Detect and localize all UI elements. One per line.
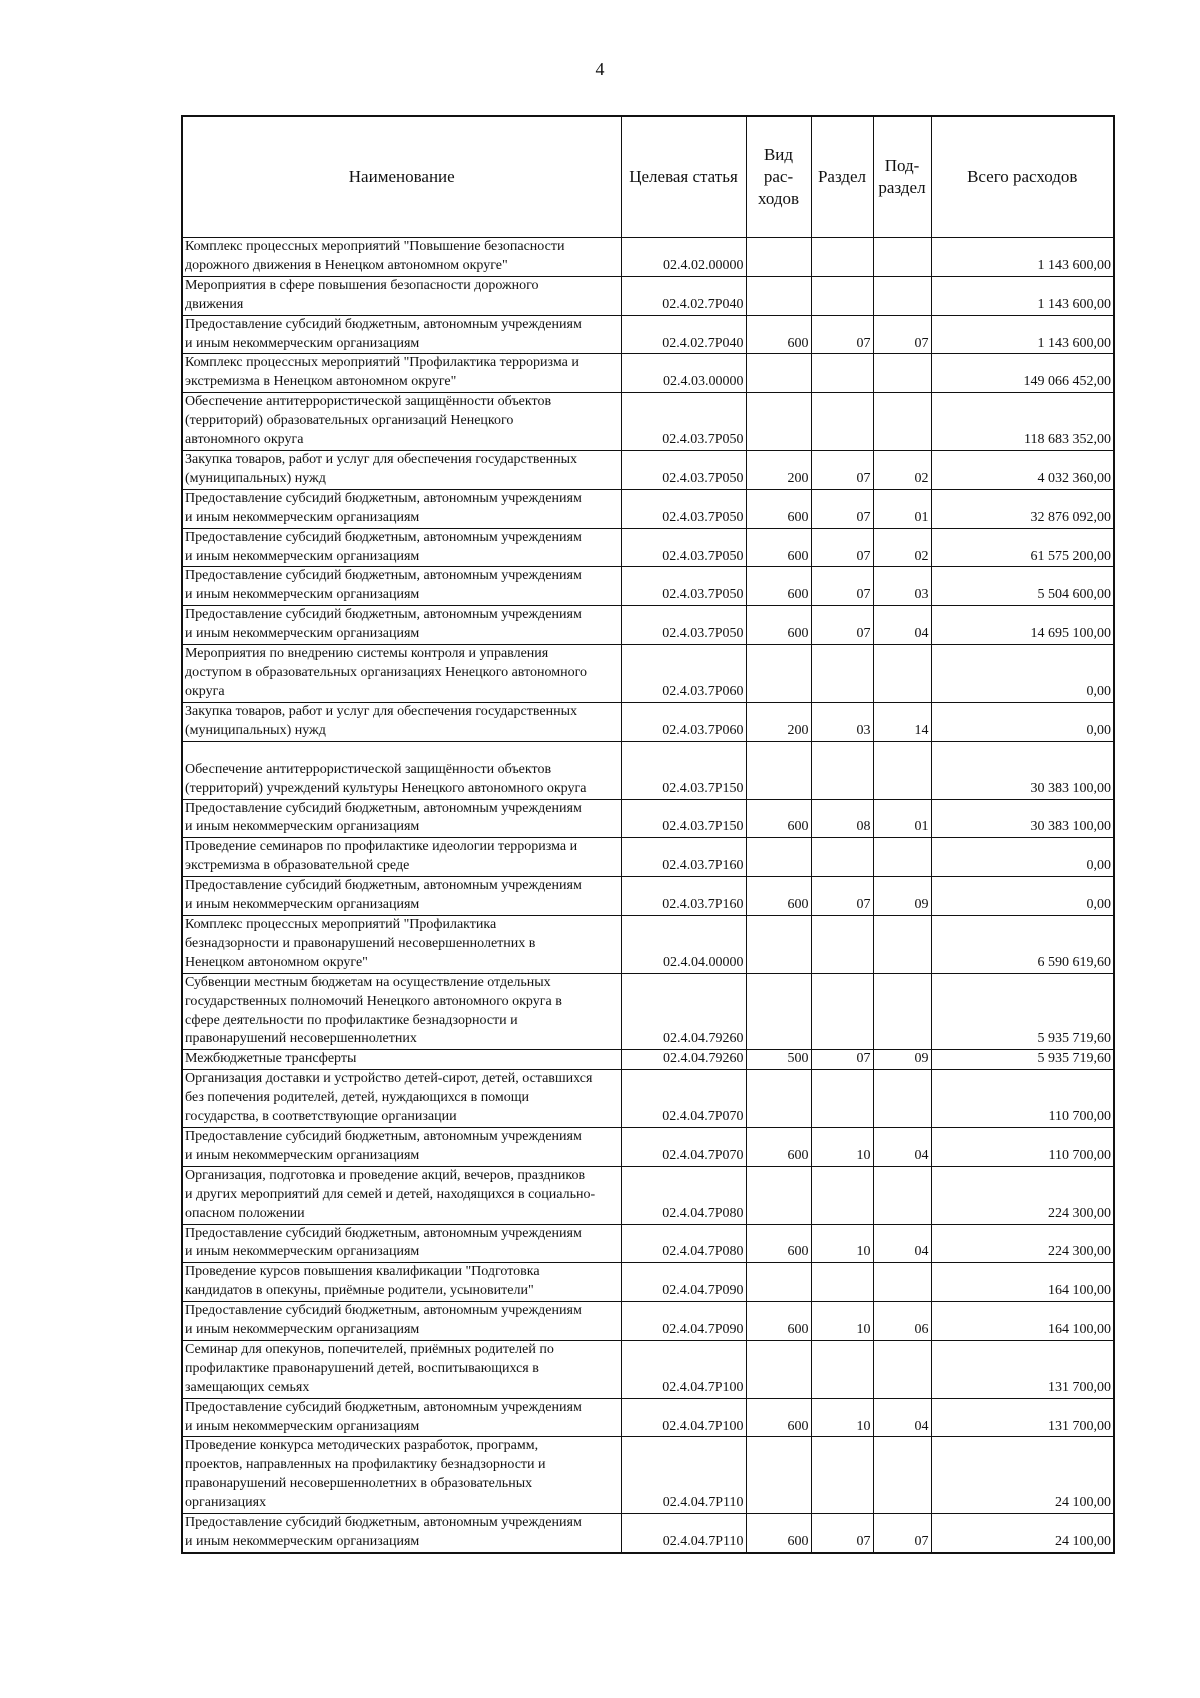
row-subsection-cell: 01 [873,799,931,838]
row-name-cell: Предоставление субсидий бюджетным, автономным учреждениям и иным некоммерческим организациям [182,528,621,567]
row-expense-type-cell: 600 [746,567,811,606]
row-subsection-cell: 04 [873,1224,931,1263]
table-row [182,1302,1114,1341]
row-section-cell [811,1437,873,1514]
row-section-cell [811,393,873,451]
row-name-cell: Предоставление субсидий бюджетным, автономным учреждениям и иным некоммерческим организациям [182,1302,621,1341]
row-target-code-cell: 02.4.03.7Р050 [621,489,746,528]
row-subsection-cell: 06 [873,1302,931,1341]
table-row [182,877,1114,916]
header-section: Раздел [811,116,873,238]
row-name-cell: Межбюджетные трансферты [182,1050,621,1070]
row-target-code-cell: 02.4.04.79260 [621,1050,746,1070]
table-row [182,1398,1114,1437]
table-row [182,1127,1114,1166]
row-name-cell: Предоставление субсидий бюджетным, автономным учреждениям и иным некоммерческим организациям [182,315,621,354]
row-section-cell: 10 [811,1224,873,1263]
table-row [182,528,1114,567]
row-total-cell: 224 300,00 [931,1224,1114,1263]
row-section-cell [811,354,873,393]
row-section-cell: 07 [811,1050,873,1070]
row-expense-type-cell: 200 [746,702,811,741]
row-expense-type-cell: 600 [746,1302,811,1341]
row-target-code-cell: 02.4.02.7Р040 [621,315,746,354]
header-subsection: Под- раздел [873,116,931,238]
row-subsection-cell [873,354,931,393]
row-total-cell: 61 575 200,00 [931,528,1114,567]
row-expense-type-cell: 500 [746,1050,811,1070]
row-section-cell: 07 [811,1514,873,1553]
row-total-cell: 0,00 [931,645,1114,703]
row-subsection-cell [873,741,931,799]
header-name: Наименование [182,116,621,238]
row-name-cell: Закупка товаров, работ и услуг для обеспечения государственных (муниципальных) нужд [182,702,621,741]
table-body [182,238,1114,1553]
table-row [182,1166,1114,1224]
row-subsection-cell [873,1437,931,1514]
row-total-cell: 118 683 352,00 [931,393,1114,451]
row-target-code-cell: 02.4.04.7Р070 [621,1127,746,1166]
row-expense-type-cell [746,276,811,315]
row-name-cell: Предоставление субсидий бюджетным, автономным учреждениям и иным некоммерческим организациям [182,1398,621,1437]
row-expense-type-cell [746,1340,811,1398]
row-section-cell [811,1263,873,1302]
row-target-code-cell: 02.4.04.00000 [621,916,746,974]
table-row [182,645,1114,703]
row-subsection-cell: 04 [873,1398,931,1437]
row-subsection-cell [873,1340,931,1398]
table-row [182,606,1114,645]
row-expense-type-cell [746,1070,811,1128]
row-total-cell: 131 700,00 [931,1398,1114,1437]
row-section-cell [811,1166,873,1224]
row-name-cell: Предоставление субсидий бюджетным, автономным учреждениям и иным некоммерческим организациям [182,489,621,528]
row-total-cell: 1 143 600,00 [931,315,1114,354]
row-expense-type-cell: 600 [746,799,811,838]
row-target-code-cell: 02.4.03.7Р160 [621,838,746,877]
row-target-code-cell: 02.4.04.7Р090 [621,1302,746,1341]
row-name-cell: Проведение курсов повышения квалификации "Подготовка кандидатов в опекуны, приёмные родители, усыновители" [182,1263,621,1302]
row-name-cell: Мероприятия по внедрению системы контроля и управления доступом в образовательных организациях Ненецкого автономного округа [182,645,621,703]
row-expense-type-cell [746,973,811,1050]
row-target-code-cell: 02.4.04.7Р110 [621,1514,746,1553]
row-name-cell: Закупка товаров, работ и услуг для обеспечения государственных (муниципальных) нужд [182,450,621,489]
table-row [182,1263,1114,1302]
header-target-code: Целевая статья [621,116,746,238]
row-name-cell: Предоставление субсидий бюджетным, автономным учреждениям и иным некоммерческим организациям [182,1514,621,1553]
row-expense-type-cell: 600 [746,1398,811,1437]
row-subsection-cell: 02 [873,528,931,567]
row-target-code-cell: 02.4.03.7Р060 [621,645,746,703]
row-name-cell: Семинар для опекунов, попечителей, приёмных родителей по профилактике правонарушений детей, воспитывающихся в замещающих семьях [182,1340,621,1398]
row-subsection-cell [873,238,931,277]
table-row [182,489,1114,528]
row-name-cell: Обеспечение антитеррористической защищённости объектов (территорий) учреждений культуры Ненецкого автономного округа [182,741,621,799]
row-total-cell: 30 383 100,00 [931,741,1114,799]
row-subsection-cell: 02 [873,450,931,489]
header-expense-type: Вид рас- ходов [746,116,811,238]
row-expense-type-cell [746,238,811,277]
row-name-cell: Предоставление субсидий бюджетным, автономным учреждениям и иным некоммерческим организациям [182,606,621,645]
row-section-cell [811,973,873,1050]
row-total-cell: 110 700,00 [931,1070,1114,1128]
row-expense-type-cell: 200 [746,450,811,489]
row-target-code-cell: 02.4.03.7Р050 [621,528,746,567]
row-expense-type-cell [746,1263,811,1302]
table-row [182,799,1114,838]
row-name-cell: Обеспечение антитеррористической защищённости объектов (территорий) образовательных организаций Ненецкого автономного округа [182,393,621,451]
row-section-cell: 10 [811,1302,873,1341]
row-section-cell: 07 [811,528,873,567]
row-target-code-cell: 02.4.04.7Р070 [621,1070,746,1128]
row-section-cell: 07 [811,567,873,606]
row-expense-type-cell [746,645,811,703]
row-expense-type-cell: 600 [746,315,811,354]
row-expense-type-cell [746,393,811,451]
row-total-cell: 0,00 [931,877,1114,916]
row-section-cell [811,916,873,974]
row-target-code-cell: 02.4.03.7Р050 [621,567,746,606]
row-target-code-cell: 02.4.03.00000 [621,354,746,393]
row-total-cell: 224 300,00 [931,1166,1114,1224]
row-expense-type-cell [746,741,811,799]
row-total-cell: 0,00 [931,838,1114,877]
row-subsection-cell [873,1070,931,1128]
row-section-cell: 07 [811,315,873,354]
row-subsection-cell: 07 [873,1514,931,1553]
row-subsection-cell: 14 [873,702,931,741]
row-subsection-cell [873,838,931,877]
row-total-cell: 131 700,00 [931,1340,1114,1398]
row-total-cell: 4 032 360,00 [931,450,1114,489]
row-total-cell: 164 100,00 [931,1263,1114,1302]
header-total: Всего расходов [931,116,1114,238]
row-expense-type-cell: 600 [746,1127,811,1166]
row-name-cell: Комплекс процессных мероприятий "Профилактика терроризма и экстремизма в Ненецком автономном округе" [182,354,621,393]
row-name-cell: Проведение семинаров по профилактике идеологии терроризма и экстремизма в образовательной среде [182,838,621,877]
row-subsection-cell [873,276,931,315]
table-row [182,1340,1114,1398]
row-target-code-cell: 02.4.03.7Р160 [621,877,746,916]
row-section-cell [811,838,873,877]
row-target-code-cell: 02.4.04.7Р100 [621,1340,746,1398]
row-subsection-cell: 07 [873,315,931,354]
row-subsection-cell: 04 [873,606,931,645]
row-target-code-cell: 02.4.03.7Р060 [621,702,746,741]
row-total-cell: 149 066 452,00 [931,354,1114,393]
row-expense-type-cell [746,916,811,974]
row-section-cell [811,645,873,703]
row-section-cell [811,238,873,277]
row-target-code-cell: 02.4.03.7Р050 [621,606,746,645]
row-expense-type-cell [746,838,811,877]
row-expense-type-cell: 600 [746,1514,811,1553]
row-subsection-cell [873,645,931,703]
table-row [182,1050,1114,1070]
row-section-cell [811,1070,873,1128]
row-target-code-cell: 02.4.04.7Р080 [621,1166,746,1224]
row-name-cell: Комплекс процессных мероприятий "Профилактика безнадзорности и правонарушений несовершеннолетних в Ненецком автономном округе" [182,916,621,974]
row-subsection-cell [873,393,931,451]
row-section-cell: 07 [811,450,873,489]
row-target-code-cell: 02.4.04.79260 [621,973,746,1050]
table-row [182,1437,1114,1514]
row-expense-type-cell: 600 [746,877,811,916]
row-section-cell [811,276,873,315]
row-total-cell: 164 100,00 [931,1302,1114,1341]
row-section-cell: 10 [811,1398,873,1437]
row-section-cell: 10 [811,1127,873,1166]
row-name-cell: Комплекс процессных мероприятий "Повышение безопасности дорожного движения в Ненецком автономном округе" [182,238,621,277]
row-target-code-cell: 02.4.03.7Р050 [621,393,746,451]
row-subsection-cell: 09 [873,1050,931,1070]
row-name-cell: Субвенции местным бюджетам на осуществление отдельных государственных полномочий Ненецкого автономного округа в сфере деятельности по профилактике безнадзорности и правонарушений несовершеннолетних [182,973,621,1050]
table-row [182,450,1114,489]
row-name-cell: Предоставление субсидий бюджетным, автономным учреждениям и иным некоммерческим организациям [182,1224,621,1263]
row-section-cell [811,1340,873,1398]
row-expense-type-cell [746,1166,811,1224]
row-subsection-cell [873,1166,931,1224]
table-row [182,276,1114,315]
row-total-cell: 24 100,00 [931,1437,1114,1514]
table-row [182,916,1114,974]
table-row [182,1224,1114,1263]
row-name-cell: Предоставление субсидий бюджетным, автономным учреждениям и иным некоммерческим организациям [182,1127,621,1166]
row-name-cell: Предоставление субсидий бюджетным, автономным учреждениям и иным некоммерческим организациям [182,877,621,916]
row-total-cell: 5 935 719,60 [931,973,1114,1050]
row-total-cell: 6 590 619,60 [931,916,1114,974]
row-subsection-cell [873,916,931,974]
table-row [182,702,1114,741]
row-expense-type-cell: 600 [746,489,811,528]
table-row [182,1070,1114,1128]
table-row [182,315,1114,354]
row-total-cell: 1 143 600,00 [931,276,1114,315]
row-name-cell: Мероприятия в сфере повышения безопасности дорожного движения [182,276,621,315]
row-subsection-cell: 09 [873,877,931,916]
row-expense-type-cell: 600 [746,1224,811,1263]
row-section-cell: 07 [811,489,873,528]
row-section-cell: 08 [811,799,873,838]
table-row [182,354,1114,393]
row-total-cell: 0,00 [931,702,1114,741]
budget-table [181,115,1115,1554]
row-total-cell: 5 504 600,00 [931,567,1114,606]
row-name-cell: Организация доставки и устройство детей-сирот, детей, оставшихся без попечения родителей, детей, нуждающихся в помощи государства, в соответствующие организации [182,1070,621,1128]
row-subsection-cell: 04 [873,1127,931,1166]
row-target-code-cell: 02.4.03.7Р150 [621,799,746,838]
row-name-cell: Организация, подготовка и проведение акций, вечеров, праздников и других мероприятий для семей и детей, находящихся в социально- опасном положении [182,1166,621,1224]
row-subsection-cell: 03 [873,567,931,606]
row-target-code-cell: 02.4.03.7Р050 [621,450,746,489]
page-number: 4 [595,59,605,79]
row-total-cell: 30 383 100,00 [931,799,1114,838]
row-total-cell: 5 935 719,60 [931,1050,1114,1070]
table-row [182,238,1114,277]
row-total-cell: 32 876 092,00 [931,489,1114,528]
row-total-cell: 24 100,00 [931,1514,1114,1553]
row-target-code-cell: 02.4.04.7Р110 [621,1437,746,1514]
row-subsection-cell [873,1263,931,1302]
row-target-code-cell: 02.4.02.00000 [621,238,746,277]
row-expense-type-cell: 600 [746,528,811,567]
row-target-code-cell: 02.4.02.7Р040 [621,276,746,315]
row-target-code-cell: 02.4.04.7Р100 [621,1398,746,1437]
row-name-cell: Предоставление субсидий бюджетным, автономным учреждениям и иным некоммерческим организациям [182,799,621,838]
row-total-cell: 1 143 600,00 [931,238,1114,277]
row-expense-type-cell: 600 [746,606,811,645]
row-section-cell: 03 [811,702,873,741]
table-row [182,1514,1114,1553]
row-section-cell: 07 [811,877,873,916]
header-row [182,116,1114,238]
row-target-code-cell: 02.4.04.7Р090 [621,1263,746,1302]
row-total-cell: 110 700,00 [931,1127,1114,1166]
table-row [182,973,1114,1050]
table-row [182,741,1114,799]
row-name-cell: Проведение конкурса методических разработок, программ, проектов, направленных на профилактику безнадзорности и правонарушений несовершеннолетних в образовательных организациях [182,1437,621,1514]
row-expense-type-cell [746,354,811,393]
row-name-cell: Предоставление субсидий бюджетным, автономным учреждениям и иным некоммерческим организациям [182,567,621,606]
row-section-cell: 07 [811,606,873,645]
row-target-code-cell: 02.4.03.7Р150 [621,741,746,799]
row-section-cell [811,741,873,799]
table-row [182,393,1114,451]
row-subsection-cell: 01 [873,489,931,528]
row-total-cell: 14 695 100,00 [931,606,1114,645]
table-header [182,116,1114,238]
table-row [182,838,1114,877]
table-row [182,567,1114,606]
row-subsection-cell [873,973,931,1050]
row-target-code-cell: 02.4.04.7Р080 [621,1224,746,1263]
row-expense-type-cell [746,1437,811,1514]
